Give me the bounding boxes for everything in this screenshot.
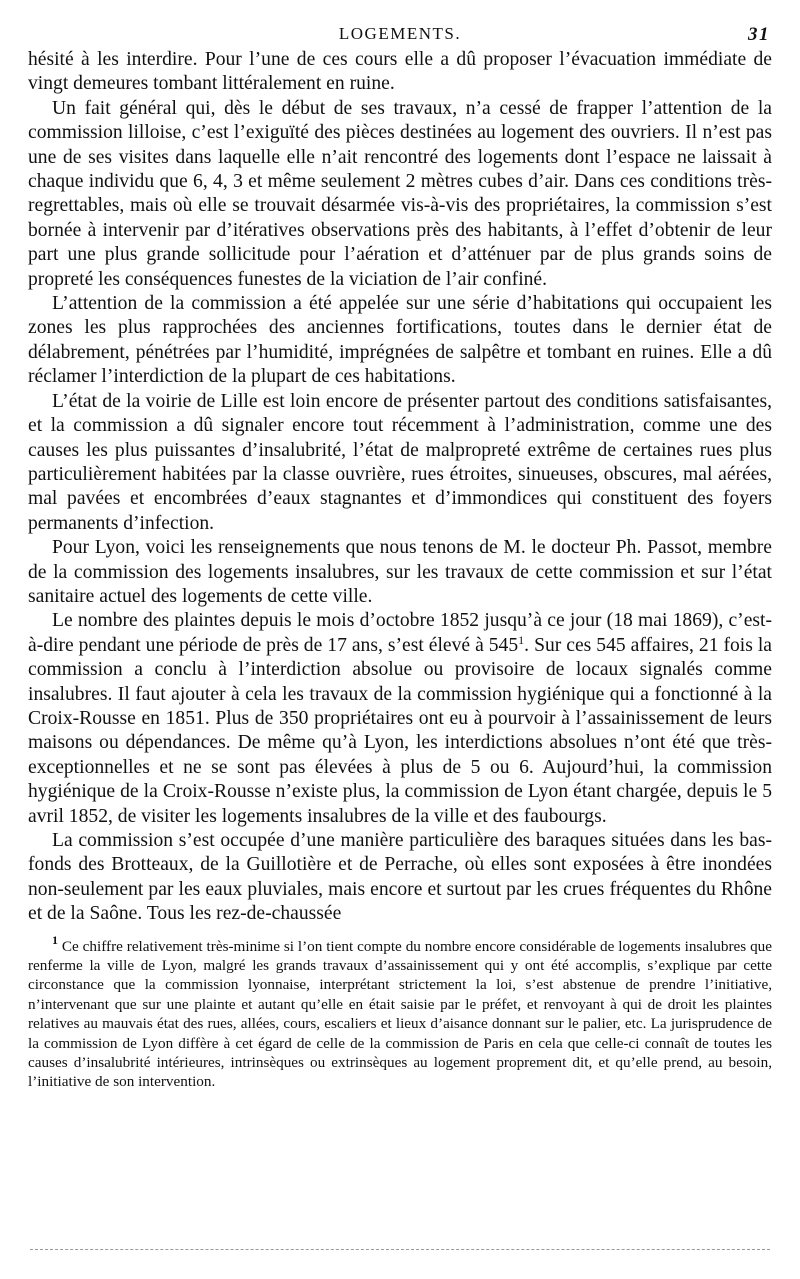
page-number: 31 [748, 24, 770, 45]
paragraph-lyon-intro: Pour Lyon, voici les renseignements que nous tenons de M. le docteur Ph. Passot, membre de la commission des logements insalubres, sur les travaux de cette commission et sur l’état sanitaire actuel des logements de cette ville. [28, 537, 772, 607]
paragraph-lille-streets: L’état de la voirie de Lille est loin encore de présenter partout des conditions satisfaisantes, et la commission a dû signaler encore tout récemment à l’administration, comme une des causes les plus puissantes d’insalubrité, l’état de malpropreté extrême de certaines rues plus particulièrement habitées par la classe ouvrière, rues étroites, sinueuses, obscures, mal aérées, mal pavées et encombrées d’eaux stagnantes et d’immondices qui constituent des foyers permanents d’infection. [28, 390, 772, 534]
main-text [28, 48, 772, 927]
paragraph-lille-exiguity: Un fait général qui, dès le début de ses travaux, n’a cessé de frapper l’attention de la commission lilloise, c’est l’exiguïté des pièces destinées au logement des ouvriers. Il n’est pas une de ses visites dans laquelle elle n’ait rencontré des logements dont l’espace ne laissait à chaque individu que 6, 4, 3 et même seulement 2 mètres cubes d’air. Dans ces conditions très-regrettables, mais où elle se trouvait désarmée vis-à-vis des propriétaires, la commission s’est bornée à intervenir par d’itératives observations près des habitants, à l’effet d’obtenir de leur part une plus grande sollicitude pour l’aération et d’atténuer par de plus grands soins de propreté les conséquences funestes de la viciation de l’air confiné. [28, 97, 772, 290]
footnote-reference-suffix: . [524, 634, 530, 656]
paragraph-lyon-shacks: La commission s’est occupée d’une manière particulière des baraques situées dans les bas-fonds des Brotteaux, de la Guillotière et de Perrache, où elles sont exposées à être inondées non-seulement par les eaux pluviales, mais encore et surtout par les crues fréquentes du Rhône et de la Saône. Tous les rez-de-chaussée [28, 830, 772, 925]
lyon-cases-text: Sur ces 545 affaires, 21 fois la commission a conclu à l’interdiction absolue ou provisoire de locaux signalés comme insalubres. Il faut ajouter à cela les travaux de la commission hygiénique qui a fonctionné à la Croix-Rousse en 1851. Plus de 350 propriétaires ont eu à pourvoir à l’assainissement de leurs maisons ou dépendances. De même qu’à Lyon, les interdictions absolues n’ont été que très-exceptionnelles et ne se sont pas élevées à plus de 5 ou 6. Aujourd’hui, la commission hygiénique de la Croix-Rousse n’existe plus, la commission de Lyon étant chargée, depuis le 5 avril 1852, de visiter les logements insalubres de la ville et des faubourgs. [28, 634, 773, 827]
paragraph-lyon-statistics [28, 609, 772, 829]
book-page [28, 14, 772, 1092]
running-header [28, 14, 772, 48]
lyon-complaints-text: Le nombre des plaintes depuis le mois d’octobre 1852 jusqu’à ce jour (18 mai 1869), c’est-à-dire pendant une période de près de 17 ans, s’est élevé à 545 [28, 610, 772, 656]
footnote-marker: 1 [52, 932, 58, 947]
footnote-reference: 1 [518, 632, 525, 647]
paragraph-lille-fortifications: L’attention de la commission a été appelée sur une série d’habitations qui occupaient les zones les plus rapprochées des anciennes fortifications, toutes dans le dernier état de délabrement, pénétrées par l’humidité, imprégnées de salpêtre et tombant en ruines. Elle a dû réclamer l’interdiction de la plupart de ces habitations. [28, 293, 772, 388]
paragraph-continued: hésité à les interdire. Pour l’une de ces cours elle a dû proposer l’évacuation immédiate de vingt demeures tombant littéralement en ruine. [28, 49, 772, 95]
running-title: LOGEMENTS. [338, 24, 462, 43]
page-bottom-rule [30, 1249, 770, 1250]
footnote [28, 932, 773, 1092]
footnote-text: Ce chiffre relativement très-minime si l’on tient compte du nombre encore considérable de logements insalubres que renferme la ville de Lyon, malgré les grands travaux d’assainissement qui y ont été accomplis, s’explique par cette circonstance que la commission lyonnaise, interprétant strictement la loi, s’est abstenue de prendre l’initiative, n’intervenant que sur une plainte et autant qu’elle en était saisie par le préfet, et renvoyant à qui de droit les plaintes relatives au mauvais état des rues, allées, cours, escaliers et lieux d’aisance donnant sur le palier, etc. La jurisprudence de la commission de Lyon diffère à cet égard de celle de la commission de Paris en cela que celle-ci connaît de toutes les causes d’insalubrité intérieures, intrinsèques ou extrinsèques au logement proprement dit, et qu’elle prend, au besoin, l’initiative de son intervention. [28, 937, 773, 1091]
